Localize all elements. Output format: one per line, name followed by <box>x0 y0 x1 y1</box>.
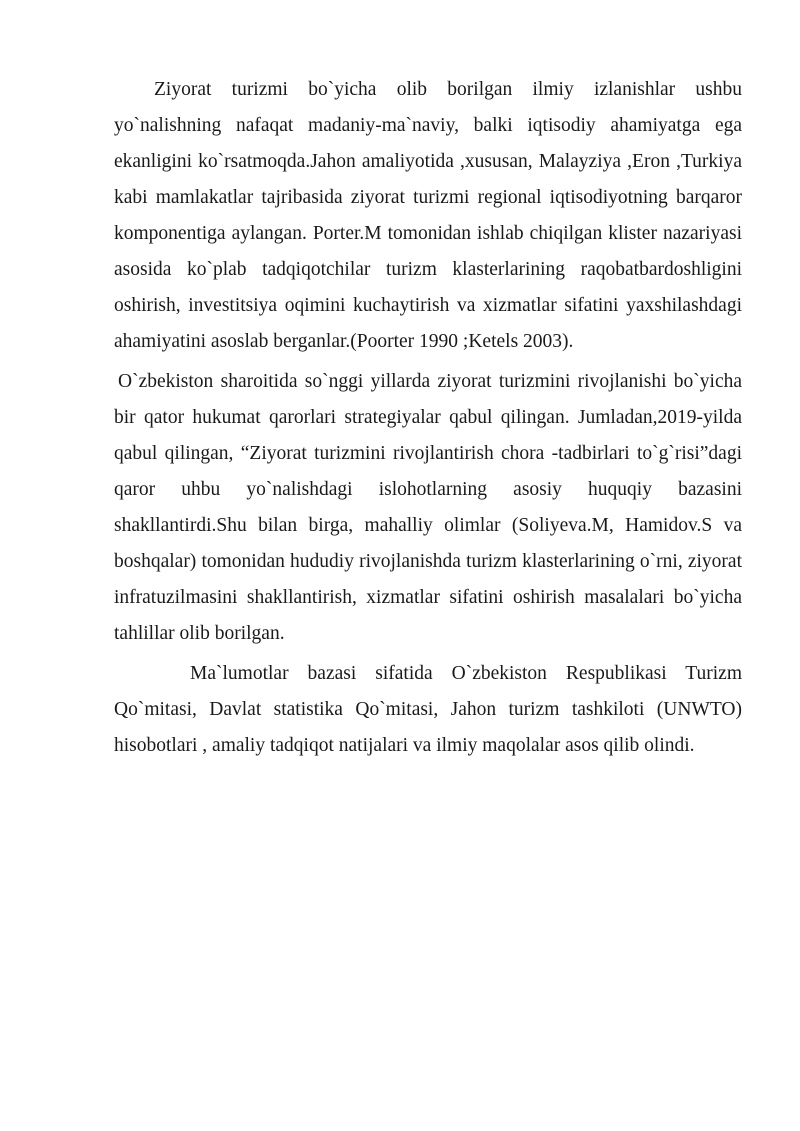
paragraph-data-sources: Ma`lumotlar bazasi sifatida O`zbekiston Respublikasi Turizm Qo`mitasi, Davlat statistika Qo`mitasi, Jahon turizm tashkiloti (UNWTO) hisobotlari , amaliy tadqiqot natijalari va ilmiy maqolalar asos qilib olindi. <box>114 663 742 756</box>
paragraph-ziyorat-research: Ziyorat turizmi bo`yicha olib borilgan ilmiy izlanishlar ushbu yo`nalishning nafaqat madaniy-ma`naviy, balki iqtisodiy ahamiyatga ega ekanligini ko`rsatmoqda.Jahon amaliyotida ,xususan, Malayziya ,Eron ,Turkiya kabi mamlakatlar tajribasida ziyorat turizmi regional iqtisodiyotning barqaror komponentiga aylangan. Porter.M tomonidan ishlab chiqilgan klister nazariyasi asosida ko`plab tadqiqotchilar turizm klasterlarining raqobatbardoshligini oshirish, investitsiya oqimini kuchaytirish va xizmatlar sifatini yaxshilashdagi ahamiyatini asoslab berganlar.(Poorter 1990 ;Ketels 2003). <box>114 79 742 352</box>
document-body <box>114 72 742 764</box>
paragraph-uzbekistan-policy: O`zbekiston sharoitida so`nggi yillarda ziyorat turizmini rivojlanishi bo`yicha bir qator hukumat qarorlari strategiyalar qabul qilingan. Jumladan,2019-yilda qabul qilingan, “Ziyorat turizmini rivojlantirish chora -tadbirlari to`g`risi”dagi qaror uhbu yo`nalishdagi islohotlarning asosiy huquqiy bazasini shakllantirdi.Shu bilan birga, mahalliy olimlar (Soliyeva.M, Hamidov.S va boshqalar) tomonidan hududiy rivojlanishda turizm klasterlarining o`rni, ziyorat infratuzilmasini shakllantirish, xizmatlar sifatini oshirish masalalari bo`yicha tahlillar olib borilgan. <box>114 371 742 644</box>
